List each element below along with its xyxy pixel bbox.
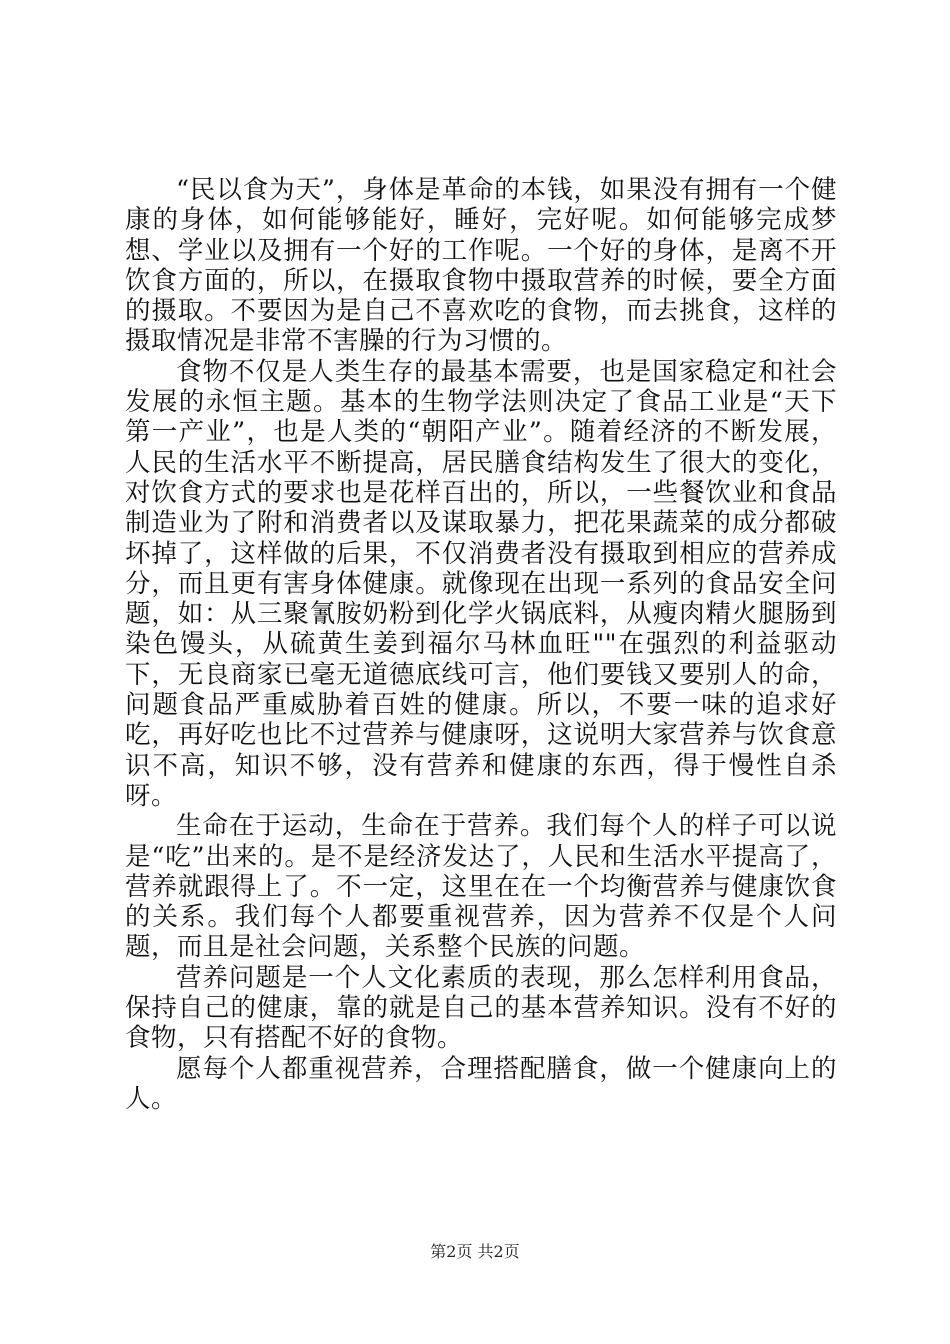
- page-number-footer: 第2页 共2页: [430, 1242, 520, 1261]
- paragraph-1: “民以食为天”，身体是革命的本钱，如果没有拥有一个健康的身体，如何能够能好，睡好，完好呢。如何能够完成梦想、学业以及拥有一个好的工作呢。一个好的身体，是离不开饮食方面的，所以，在摄取食物中摄取营养的时候，要全方面的摄取。不要因为是自己不喜欢吃的食物，而去挑食，这样的摄取情况是非常不害臊的行为习惯的。: [125, 175, 837, 357]
- paragraph-3: 生命在于运动，生命在于营养。我们每个人的样子可以说是“吃”出来的。是不是经济发达了，人民和生活水平提高了，营养就跟得上了。不一定，这里在在一个均衡营养与健康饮食的关系。我们每个人都要重视营养，因为营养不仅是个人问题，而且是社会问题，关系整个民族的问题。: [125, 811, 837, 963]
- paragraph-5: 愿每个人都重视营养，合理搭配膳食，做一个健康向上的人。: [125, 1053, 837, 1114]
- paragraph-2: 食物不仅是人类生存的最基本需要，也是国家稳定和社会发展的永恒主题。基本的生物学法则决定了食品工业是“天下第一产业”，也是人类的“朝阳产业”。随着经济的不断发展，人民的生活水平不断提高，居民膳食结构发生了很大的变化，对饮食方式的要求也是花样百出的，所以，一些餐饮业和食品制造业为了附和消费者以及谋取暴力，把花果蔬菜的成分都破坏掉了，这样做的后果，不仅消费者没有摄取到相应的营养成分，而且更有害身体健康。就像现在出现一系列的食品安全问题，如：从三聚氰胺奶粉到化学火锅底料，从瘦肉精火腿肠到染色馒头，从硫黄生姜到福尔马林血旺""在强烈的利益驱动下，无良商家已毫无道德底线可言，他们要钱又要别人的命，问题食品严重威胁着百姓的健康。所以，不要一味的追求好吃，再好吃也比不过营养与健康呀，这说明大家营养与饮食意识不高，知识不够，没有营养和健康的东西，得于慢性自杀呀。: [125, 356, 837, 811]
- document-body: [125, 175, 837, 1114]
- paragraph-4: 营养问题是一个人文化素质的表现，那么怎样利用食品，保持自己的健康，靠的就是自己的基本营养知识。没有不好的食物，只有搭配不好的食物。: [125, 962, 837, 1054]
